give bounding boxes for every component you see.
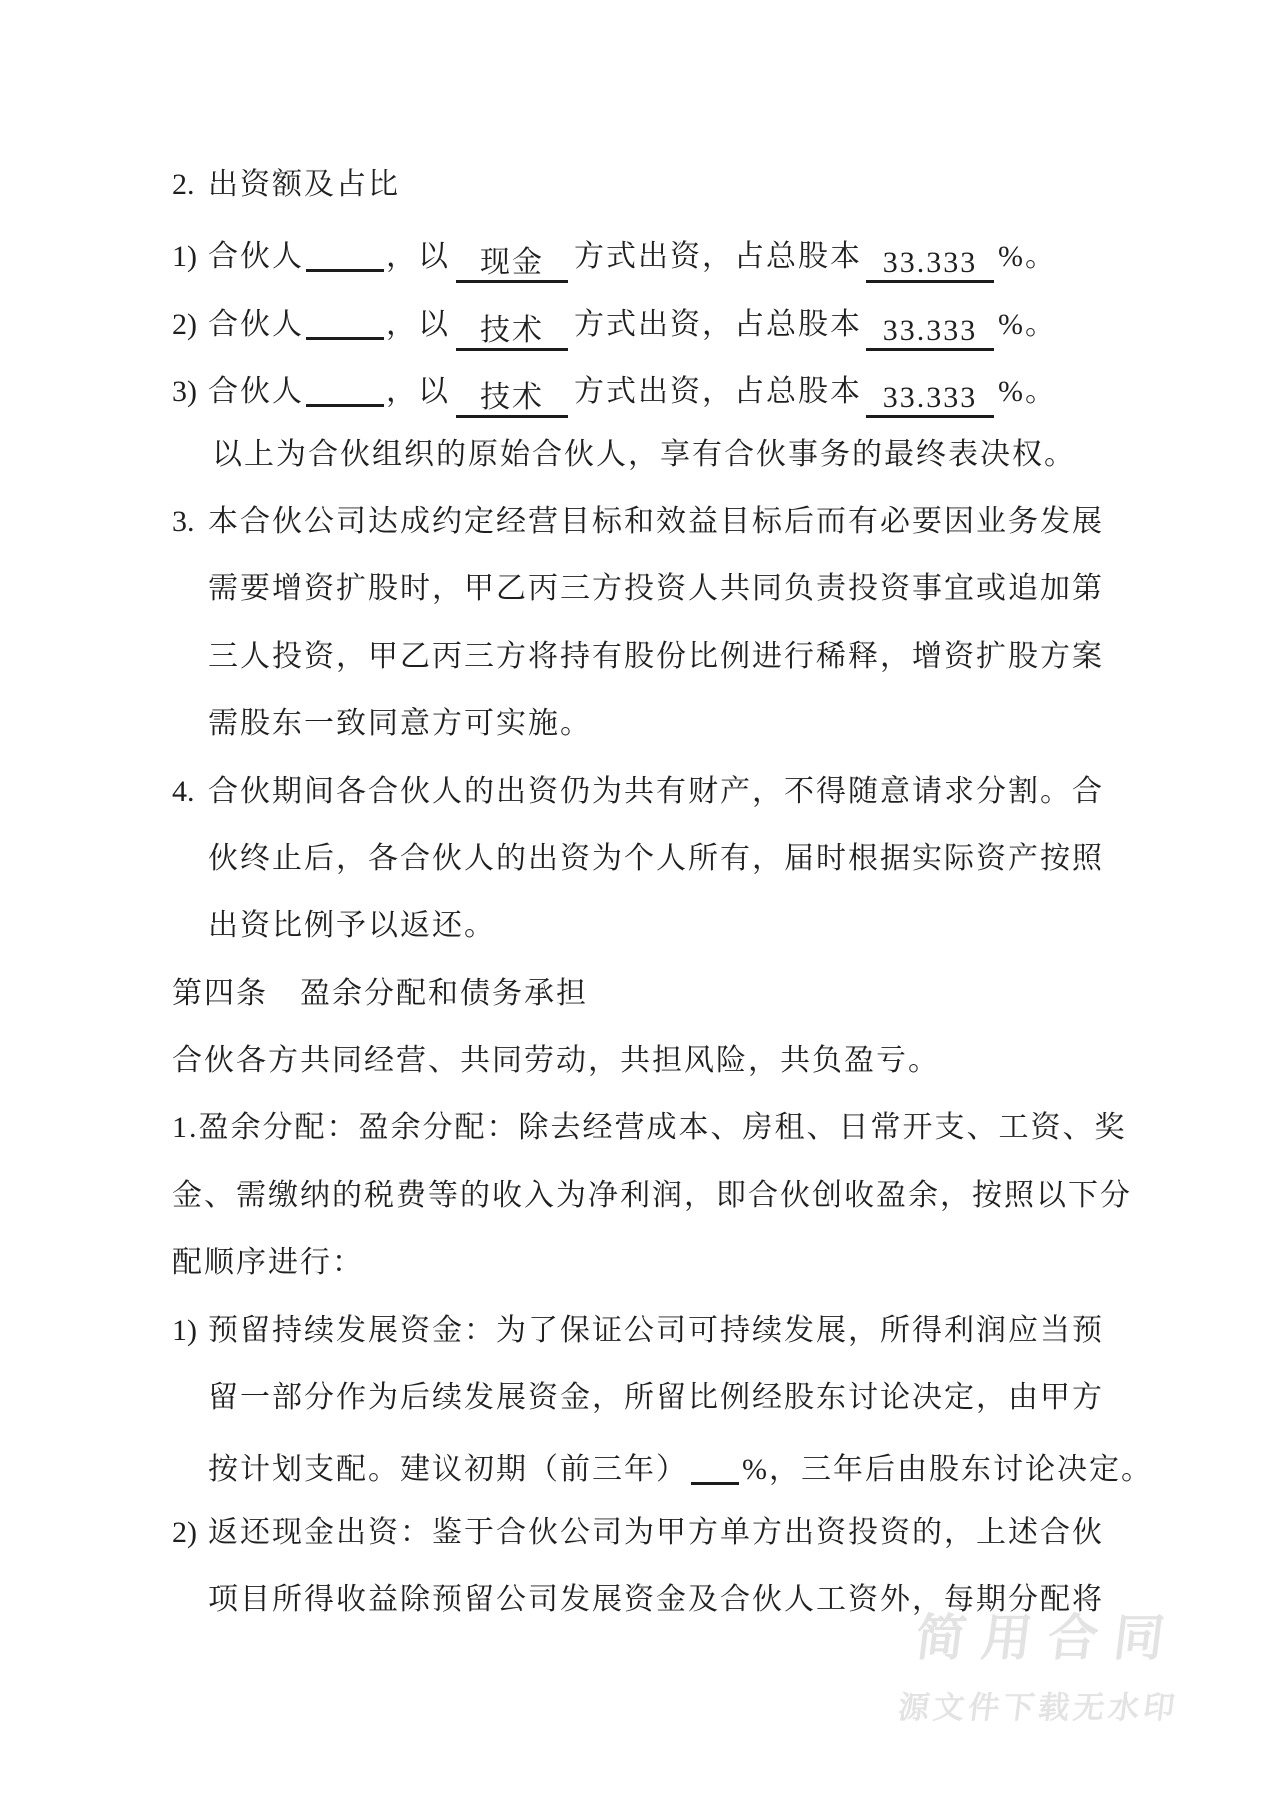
partner-text: %。 [998, 307, 1057, 341]
profit-item-line-2 [0, 1179, 1280, 1246]
note-text: 以上为合伙组织的原始合伙人，享有合伙事务的最终表决权。 [212, 437, 1076, 471]
sub1-line-3 [0, 1448, 1280, 1515]
partner-line-2 [0, 303, 1280, 370]
item-marker: 2) [172, 307, 197, 341]
contribution-method-field: 技术 [456, 314, 568, 351]
document-body [0, 168, 1280, 1651]
section4-intro [0, 1044, 1280, 1111]
profit-item-line-3 [0, 1246, 1280, 1313]
original-partners-note [0, 438, 1280, 505]
item3-line-1 [0, 505, 1280, 572]
item3-text: 需股东一致同意方可实施。 [208, 707, 592, 741]
item4-text: 出资比例予以返还。 [208, 909, 496, 943]
item3-line-4 [0, 707, 1280, 774]
item3-text: 需要增资扩股时，甲乙丙三方投资人共同负责投资事宜或追加第 [208, 572, 1104, 606]
item4-text: 合伙期间各合伙人的出资仍为共有财产，不得随意请求分割。合 [208, 774, 1104, 808]
item4-line-2 [0, 842, 1280, 909]
profit-item-text: 配顺序进行： [172, 1246, 364, 1280]
partner-text: ，以 [386, 375, 450, 409]
share-percentage-field: 33.333 [866, 246, 994, 283]
profit-item-line-1 [0, 1111, 1280, 1178]
sub1-text: 按计划支配。建议初期（前三年） [208, 1453, 688, 1487]
item-marker: 1) [172, 240, 197, 274]
partner-line-3 [0, 370, 1280, 437]
item3-line-3 [0, 640, 1280, 707]
sub2-line-1 [0, 1516, 1280, 1583]
partner-line-1 [0, 235, 1280, 302]
section4-heading [0, 977, 1280, 1044]
sub2-line-2 [0, 1583, 1280, 1650]
section2-heading-text: 出资额及占比 [208, 168, 400, 201]
item4-line-3 [0, 909, 1280, 976]
item3-text: 三人投资，甲乙丙三方将持有股份比例进行稀释，增资扩股方案 [208, 639, 1104, 673]
sub1-text: 预留持续发展资金：为了保证公司可持续发展，所得利润应当预 [208, 1313, 1104, 1347]
item-marker: 3. [172, 504, 195, 538]
partner-text: %。 [998, 240, 1057, 274]
item3-line-2 [0, 572, 1280, 639]
item-marker: 4. [172, 774, 195, 808]
contribution-method-field: 技术 [456, 381, 568, 418]
partner-name-blank-field [306, 303, 384, 340]
partner-label: 合伙人 [208, 375, 304, 409]
sub2-text: 返还现金出资：鉴于合伙公司为甲方单方出资投资的，上述合伙 [208, 1515, 1104, 1549]
partner-name-blank-field [306, 370, 384, 407]
partner-label: 合伙人 [208, 307, 304, 341]
watermark-brand-text: 简用合同 [912, 1610, 1184, 1666]
section4-heading-text: 第四条 盈余分配和债务承担 [172, 976, 588, 1010]
profit-item-text: 金、需缴纳的税费等的收入为净利润，即合伙创收盈余，按照以下分 [172, 1178, 1132, 1212]
contribution-method-field: 现金 [456, 246, 568, 283]
section4-intro-text: 合伙各方共同经营、共同劳动，共担风险，共负盈亏。 [172, 1044, 940, 1078]
item-marker: 2. [172, 168, 195, 201]
partner-text: ，以 [386, 240, 450, 274]
share-percentage-field: 33.333 [866, 314, 994, 351]
profit-item-text: 1.盈余分配：盈余分配：除去经营成本、房租、日常开支、工资、奖 [172, 1111, 1127, 1145]
sub1-text: %，三年后由股东讨论决定。 [742, 1453, 1153, 1487]
sub1-line-2 [0, 1381, 1280, 1448]
partner-text: %。 [998, 375, 1057, 409]
section2-heading [0, 168, 1280, 235]
share-percentage-field: 33.333 [866, 381, 994, 418]
watermark-subtitle-text: 源文件下载无水印 [896, 1690, 1181, 1725]
initial-ratio-blank-field [691, 1448, 739, 1485]
item4-line-1 [0, 775, 1280, 842]
item-marker: 3) [172, 375, 197, 409]
sub1-line-1 [0, 1314, 1280, 1381]
item-marker: 1) [172, 1313, 197, 1347]
item-marker: 2) [172, 1515, 197, 1549]
partner-text: 方式出资，占总股本 [574, 307, 862, 341]
sub2-text: 项目所得收益除预留公司发展资金及合伙人工资外，每期分配将 [208, 1583, 1104, 1617]
item4-text: 伙终止后，各合伙人的出资为个人所有，届时根据实际资产按照 [208, 841, 1104, 875]
partner-name-blank-field [306, 235, 384, 272]
partner-text: ，以 [386, 307, 450, 341]
sub1-text: 留一部分作为后续发展资金，所留比例经股东讨论决定，由甲方 [208, 1381, 1104, 1415]
partner-label: 合伙人 [208, 240, 304, 274]
item3-text: 本合伙公司达成约定经营目标和效益目标后而有必要因业务发展 [208, 504, 1104, 538]
partner-text: 方式出资，占总股本 [574, 240, 862, 274]
partner-text: 方式出资，占总股本 [574, 375, 862, 409]
